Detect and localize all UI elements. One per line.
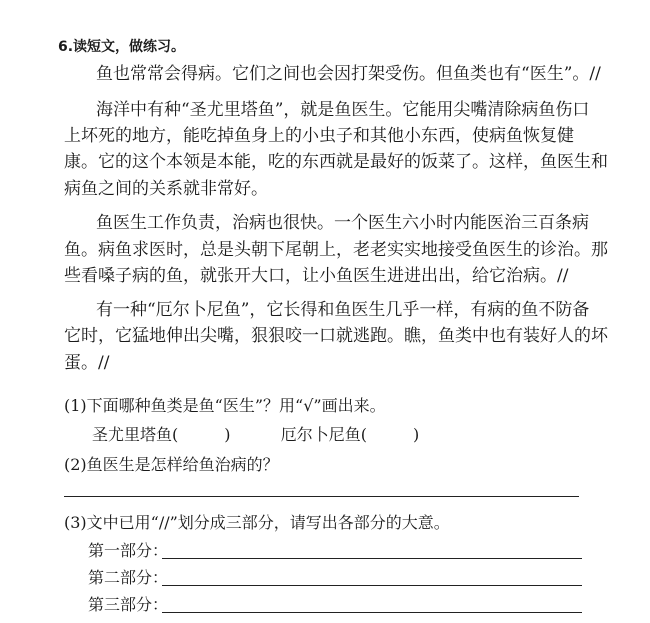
passage-line: 蛋。// xyxy=(64,353,110,373)
part-2-answer-line[interactable] xyxy=(162,585,582,586)
passage-line: 上坏死的地方，能吃掉鱼身上的小虫子和其他小东西，使病鱼恢复健 xyxy=(64,126,574,146)
part-2-label: 第二部分： xyxy=(88,568,169,587)
question-1-options: 圣尤里塔鱼( ) 厄尔卜尼鱼( ) xyxy=(92,425,420,444)
question-1-prompt: (1)下面哪种鱼类是鱼“医生”？用“√”画出来。 xyxy=(64,396,386,415)
part-3-label: 第三部分： xyxy=(88,595,169,614)
question-2-prompt: (2)鱼医生是怎样给鱼治病的？ xyxy=(64,455,279,474)
question-2-answer-line[interactable] xyxy=(64,496,579,497)
passage-paragraph-1: 鱼也常常会得病。它们之间也会因打架受伤。但鱼类也有“医生”。// xyxy=(96,64,601,84)
passage-paragraph-3: 鱼医生工作负责，治病也很快。一个医生六小时内能医治三百条病 xyxy=(96,213,589,233)
part-1-label: 第一部分： xyxy=(88,541,169,560)
passage-paragraph-4: 有一种“厄尔卜尼鱼”，它长得和鱼医生几乎一样，有病的鱼不防备 xyxy=(96,300,590,320)
passage-line: 鱼。病鱼求医时，总是头朝下尾朝上，老老实实地接受鱼医生的诊治。那 xyxy=(64,240,608,260)
passage-line: 康。它的这个本领是本能，吃的东西就是最好的饭菜了。这样，鱼医生和 xyxy=(64,152,608,172)
exercise-title: 6.读短文，做练习。 xyxy=(58,39,186,55)
question-3-prompt: (3)文中已用“//”划分成三部分，请写出各部分的大意。 xyxy=(64,513,450,532)
passage-line: 些看嗓子病的鱼，就张开大口，让小鱼医生进进出出，给它治病。// xyxy=(64,266,569,286)
option-e-er-bu-ni-label: 厄尔卜尼鱼( xyxy=(280,425,367,444)
passage-line: 病鱼之间的关系就非常好。 xyxy=(64,179,268,199)
passage-paragraph-2: 海洋中有种“圣尤里塔鱼”，就是鱼医生。它能用尖嘴清除病鱼伤口 xyxy=(96,100,590,120)
option-sheng-youlita-label: 圣尤里塔鱼( xyxy=(92,425,179,444)
passage-line: 它时，它猛地伸出尖嘴，狠狠咬一口就逃跑。瞧，鱼类中也有装好人的坏 xyxy=(64,326,608,346)
part-3-answer-line[interactable] xyxy=(162,612,582,613)
part-1-answer-line[interactable] xyxy=(162,558,582,559)
